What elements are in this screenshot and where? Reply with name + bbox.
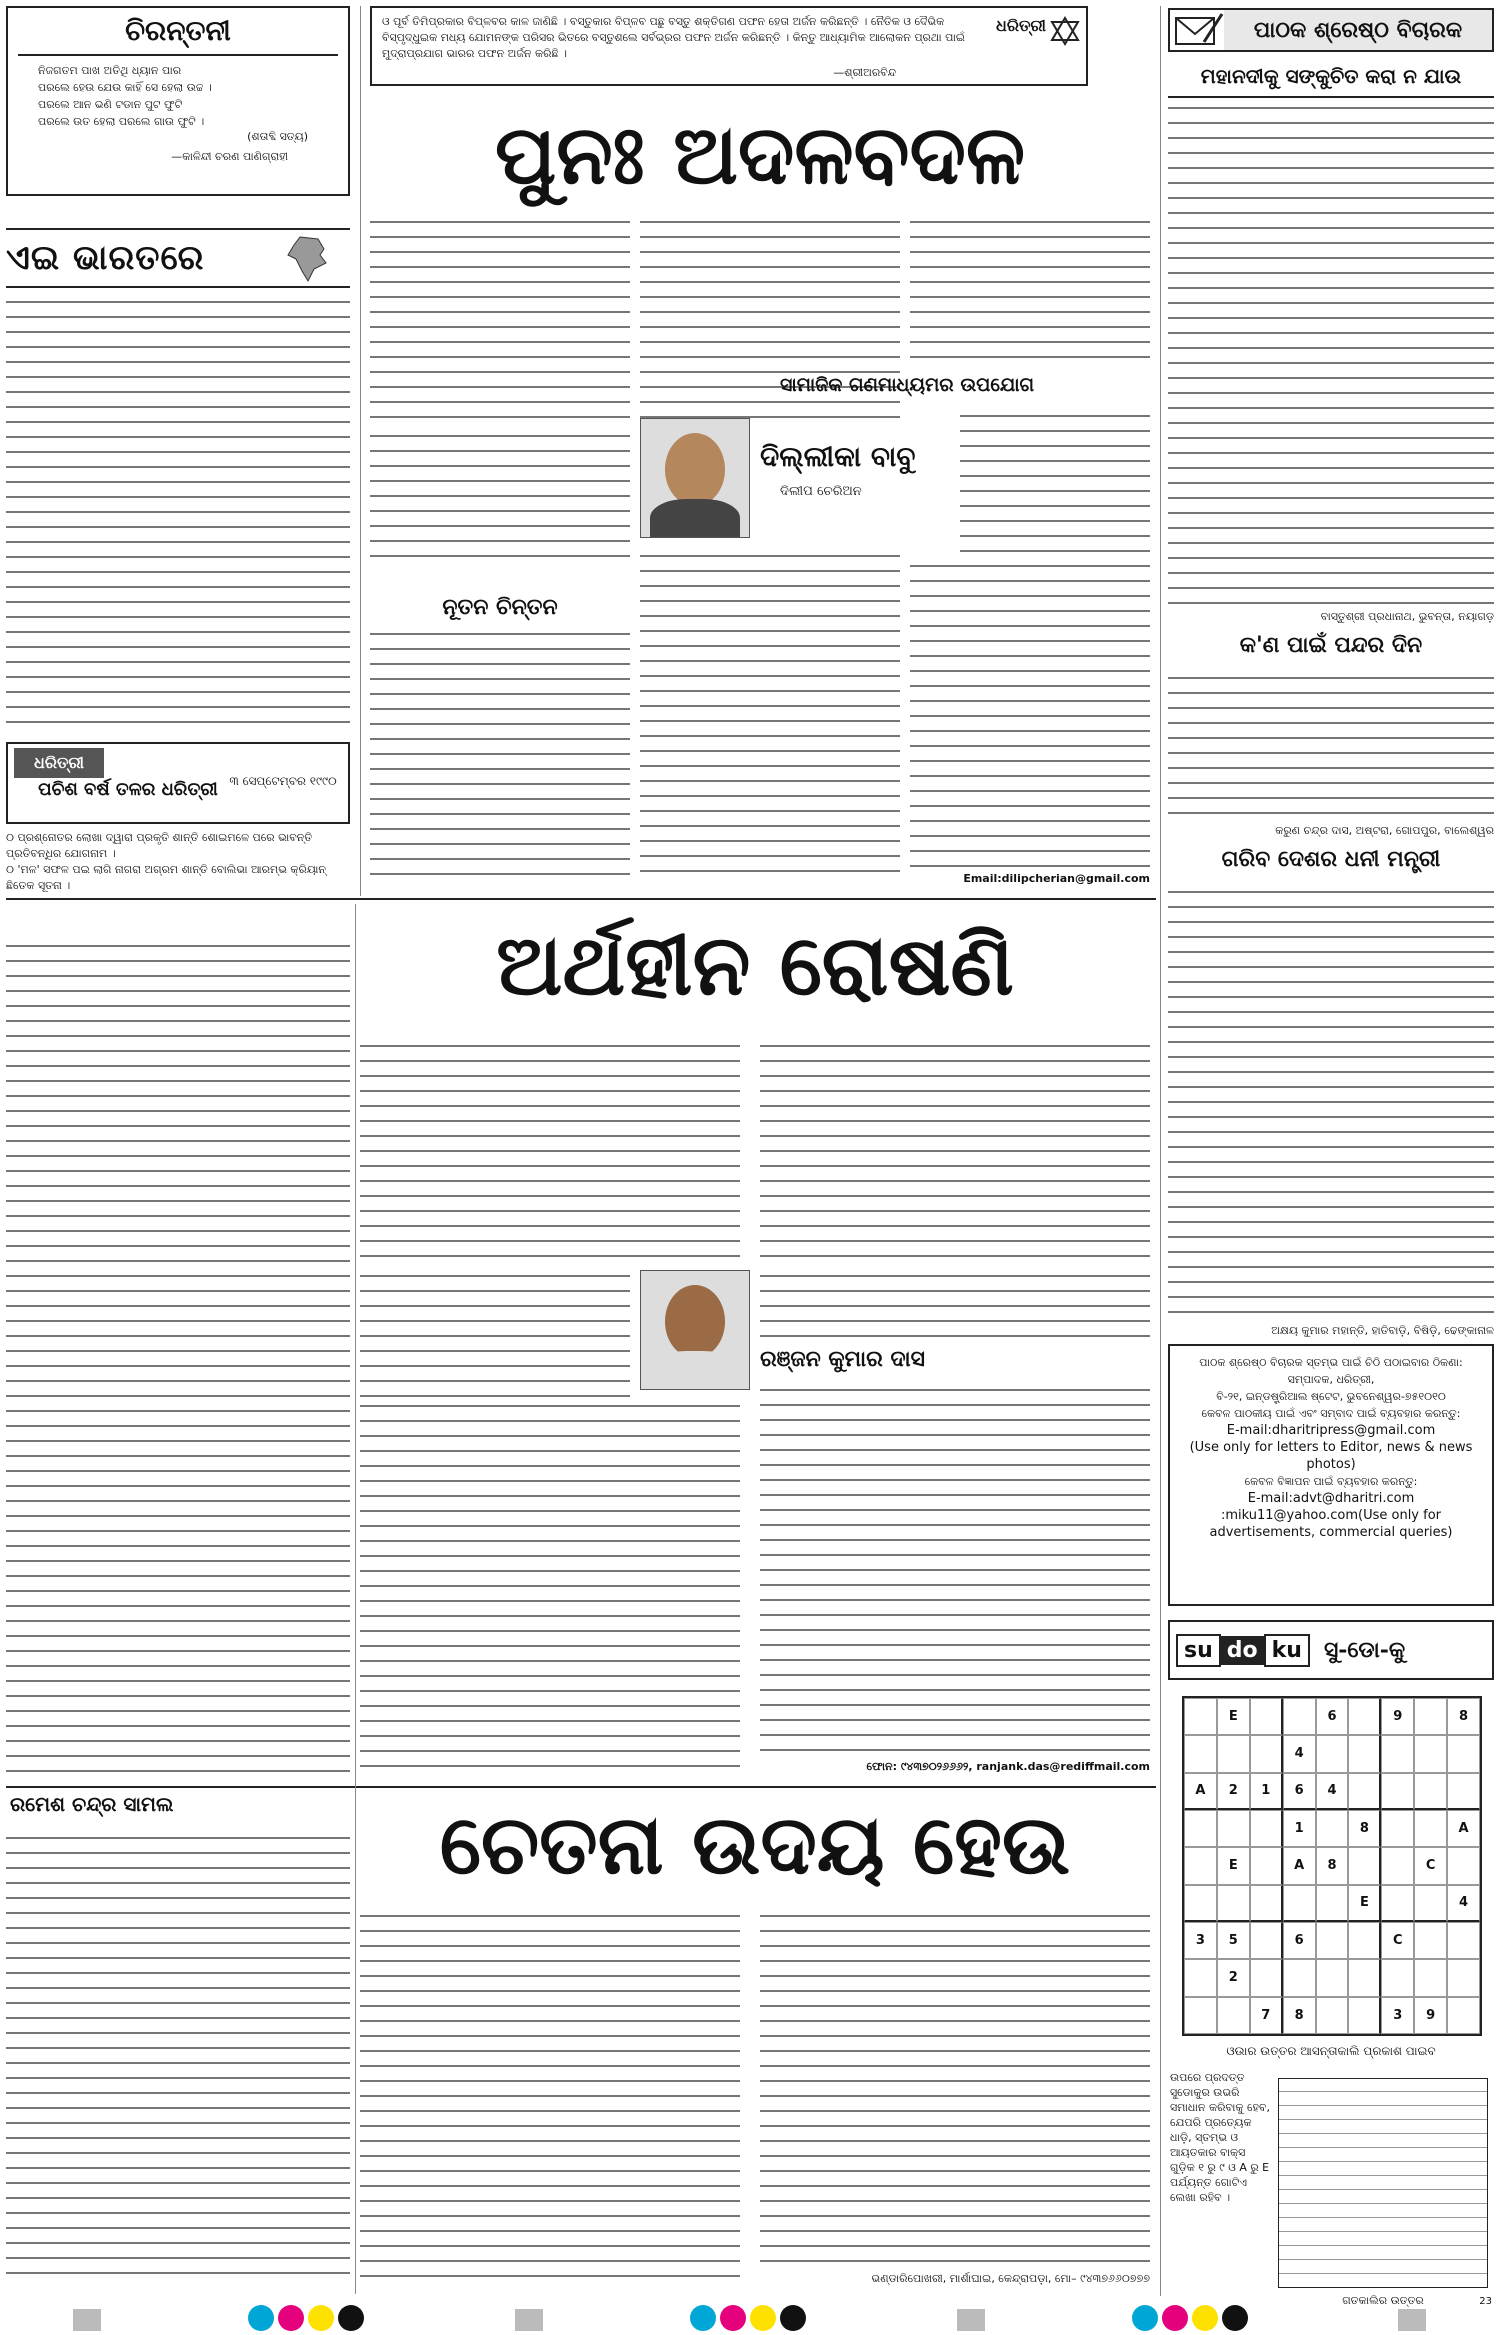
india-map-icon xyxy=(280,233,340,283)
registration-dot xyxy=(308,2305,334,2331)
social-col-a xyxy=(960,410,1150,554)
left-column-title: ଏଇ ଭାରତରେ xyxy=(6,238,205,278)
sudoku-cell xyxy=(1381,1735,1414,1772)
registration-dot xyxy=(1192,2305,1218,2331)
sudoku-cell: 6 xyxy=(1283,1773,1316,1810)
sudoku-cell: 3 xyxy=(1381,1997,1414,2034)
divider xyxy=(6,1786,1156,1788)
registration-dots xyxy=(1132,2305,1252,2335)
registration-dot xyxy=(1222,2305,1248,2331)
sudoku-cell: A xyxy=(1283,1847,1316,1884)
contact-line: କେବଳ ପାଠକୀୟ ପାଇଁ ଏବଂ ସମ୍ବାଦ ପାଇଁ ବ୍ୟବହାର କରନ୍ତୁ: xyxy=(1201,1407,1461,1420)
sudoku-cell xyxy=(1316,1810,1349,1847)
sudoku-cell: 8 xyxy=(1348,1810,1381,1847)
feature-col-3b xyxy=(760,1270,1150,1340)
sudoku-label-ku: ku xyxy=(1264,1634,1310,1667)
sudoku-cell xyxy=(1217,1885,1250,1922)
sudoku-cell: 9 xyxy=(1381,1698,1414,1735)
feature-author-photo xyxy=(640,1270,750,1390)
feature-col-1 xyxy=(6,940,350,1778)
anniversary-notes xyxy=(6,830,350,894)
social-col-3 xyxy=(910,560,1150,870)
sudoku-cell xyxy=(1414,1922,1447,1959)
anniversary-badge: ଧରିତ୍ରୀ xyxy=(14,748,104,778)
printer-marks xyxy=(0,2308,1500,2332)
left-column-body xyxy=(6,296,350,728)
quote-line: ପରଲେ ଆନ ଭଣି ଟଡାନ ପୁଟ ଫୁଟି xyxy=(38,98,183,111)
sudoku-cell xyxy=(1348,1698,1381,1735)
sudoku-cell: 4 xyxy=(1316,1773,1349,1810)
left-column-header xyxy=(6,228,350,288)
sudoku-cell: 5 xyxy=(1217,1922,1250,1959)
sudoku-cell xyxy=(1184,1847,1217,1884)
contact-line: ବି-୨୧, ଇନ୍‌ଡଷ୍ଟ୍ରିଆଲ ଷ୍ଟେଟ, ଭୁବନେଶ୍ୱର-୭୫୧୦୧୦ xyxy=(1216,1390,1446,1403)
sudoku-cell xyxy=(1316,1997,1349,2034)
feature-col-2b xyxy=(360,1270,630,1400)
letters-col-1 xyxy=(1168,102,1494,608)
page-number: 23 xyxy=(1479,2296,1492,2307)
star-emblem-icon xyxy=(1050,16,1080,46)
letters-signature-3: ଅକ୍ଷୟ କୁମାର ମହାନ୍ତି, ହାତିବାଡ଼ି, ବିଷିଡ଼ି, ଢେଙ୍କାନାଳ xyxy=(1271,1324,1494,1337)
sudoku-cell xyxy=(1217,1997,1250,2034)
sudoku-cell xyxy=(1414,1735,1447,1772)
registration-dot xyxy=(780,2305,806,2331)
sudoku-cell xyxy=(1217,1735,1250,1772)
sudoku-cell xyxy=(1184,1885,1217,1922)
sudoku-cell xyxy=(1348,1773,1381,1810)
sudoku-cell xyxy=(1250,1885,1283,1922)
social-section-title: ସାମାଜିକ ଗଣମାଧ୍ୟମର ଉପଯୋଗ xyxy=(780,374,1035,396)
sudoku-cell xyxy=(1447,1959,1480,1996)
sudoku-cell xyxy=(1250,1698,1283,1735)
sudoku-cell xyxy=(1348,1922,1381,1959)
sudoku-cell xyxy=(1414,1810,1447,1847)
sudoku-cell xyxy=(1414,1773,1447,1810)
letters-col-3 xyxy=(1168,886,1494,1322)
sudoku-cell: A xyxy=(1184,1773,1217,1810)
feature-author: ରଞ୍ଜନ କୁମାର ଦାସ xyxy=(760,1346,925,1372)
ad-label: କେବଳ ବିଜ୍ଞାପନ ପାଇଁ ବ୍ୟବହାର କରନ୍ତୁ: xyxy=(1244,1475,1418,1488)
gray-mark xyxy=(957,2309,985,2331)
sudoku-cell xyxy=(1316,1735,1349,1772)
feature-col-2c xyxy=(360,1400,740,1774)
social-col-1 xyxy=(370,628,630,878)
sudoku-cell: 3 xyxy=(1184,1922,1217,1959)
envelope-pen-icon xyxy=(1174,12,1224,48)
sudoku-cell xyxy=(1250,1810,1283,1847)
sudoku-answer-note: ଉପରେ ପ୍ରଦତ୍ତ ସୁଡୋକୁର ଉଭରି ସମାଧାନ କରିବାକୁ ହେବ, ଯେପରି ପ୍ରତ୍ୟେକ ଧାଡ଼ି, ସ୍ତମ୍ଭ ଓ ଆୟତକାର ବାକ୍ସ ଗୁଡ଼ିକ ୧ ରୁ ୯ ଓ A ରୁ E ପର୍ଯ୍ୟନ୍ତ ଗୋଟିଏ ଲେଖା ରହିବ । xyxy=(1170,2071,1270,2204)
contact-line: ସମ୍ପାଦକ, ଧରିତ୍ରୀ, xyxy=(1287,1373,1375,1386)
anniversary-note: ୦ ପ୍ରଶ୍ନୋତର ଲୋଖା ଦ୍ୱାରା ପ୍ରକୃତି ଶାନ୍ତି ଶୋଇମଳେ ପରେ ଭାବନ୍ତି ପ୍ରତିବନ୍ଧିର ଯୋଗନାମ । xyxy=(6,831,313,860)
quote-line: ନିଜଗତମ ପାଖ ଅତିଥି ଧ୍ୟାନ ପାର xyxy=(38,64,182,77)
sudoku-cell xyxy=(1184,1698,1217,1735)
sudoku-grid xyxy=(1182,1696,1482,2036)
quote-line: ପରଲେ ଉତ ହେଲା ପରଲେ ଗାଉ ଫୁଟି । xyxy=(38,115,205,128)
sudoku-cell xyxy=(1316,1959,1349,1996)
sudoku-cell xyxy=(1283,1885,1316,1922)
column-rule xyxy=(355,904,356,2294)
feature-headline: ଅର୍ଥହୀନ ରୋଷଣି xyxy=(496,915,1014,1014)
divider xyxy=(6,898,1156,900)
letters-signature-2: କରୁଣ ଚନ୍ଦ୍ର ଦାସ, ଅଷ୍ଟରା, ଗୋପପୁର, ବାଲେଶ୍ୱର xyxy=(1275,824,1494,837)
sudoku-label-do: do xyxy=(1221,1636,1264,1665)
top-quote-author: —ଶ୍ରୀଅରବିନ୍ଦ xyxy=(833,66,896,79)
sudoku-cell xyxy=(1184,1735,1217,1772)
editor-email-note: (Use only for letters to Editor, news & news photos) xyxy=(1189,1440,1473,1472)
gray-mark xyxy=(1398,2309,1426,2331)
column-rule xyxy=(360,6,361,896)
paper-name: ଧରିତ୍ରୀ xyxy=(996,16,1046,35)
sudoku-cell: 4 xyxy=(1283,1735,1316,1772)
feature-col-2a xyxy=(360,1040,740,1260)
top-quote-text: ଓ ପୂର୍ବ ତିମିପ୍ରକାର ବିପ୍ଳବର କାଳ ଜାଣିଛି । ବସ୍ତୁକାର ବିପ୍ଳବ ପଛୁ ବସ୍ତୁ ଶକ୍ତିଗଣ ପଫନ ହେତା ଅର୍ଜନ କରିଛନ୍ତି । ନୈତିକ ଓ ଦୈଭିକ ବିସ୍ପୃଦ୍ଧୁଇକ ମଧ୍ୟ ଯୋମନଙ୍କ ପରିସର ଭିତରେ ବସ୍ତୁଶଲେ ସର୍ବଭ୍ରର ପଫନ ଅର୍ଜନ କରିଛନ୍ତି । କିନ୍ତୁ ଆଧ୍ୟାମିକ ଆଲୋକନ ପ୍ରଥା ପାଇଁ ମୁଦ୍ରାପ୍ରଯାଗ ଭାରର ପଫନ ଅର୍ଜନ କରିଛି । xyxy=(382,15,966,60)
social-col-2 xyxy=(640,550,900,878)
sudoku-cell xyxy=(1381,1847,1414,1884)
editorial-col-3 xyxy=(910,216,1150,366)
sudoku-cell: E xyxy=(1348,1885,1381,1922)
letters-headline-2: କ'ଣ ପାଇଁ ପନ୍ଦର ଦିନ xyxy=(1239,632,1423,658)
gray-mark xyxy=(73,2309,101,2331)
anniversary-date: ୩ ସେପ୍ଟେମ୍ବର ୧୯୯୦ xyxy=(229,774,337,788)
sudoku-cell xyxy=(1184,1959,1217,1996)
registration-dot xyxy=(720,2305,746,2331)
contact-line: ପାଠକ ଶ୍ରେଷ୍ଠ ବିଚାରକ ସ୍ତମ୍ଭ ପାଇଁ ଚିଠି ପଠାଇବାର ଠିକଣା: xyxy=(1199,1356,1463,1369)
sudoku-cell xyxy=(1447,1997,1480,2034)
sudoku-cell xyxy=(1283,1959,1316,1996)
bottom-col-2 xyxy=(360,1910,740,2286)
reader-header-title: ପାଠକ ଶ୍ରେଷ୍ଠ ବିଚାରକ xyxy=(1224,10,1492,50)
bottom-article-address: ଭଣ୍ଡାରିପୋଖରୀ, ମାର୍ଶାଘାଇ, କେନ୍ଦ୍ରାପଡ଼ା, ମୋ– ୯୪୩୭୬୬୦୭୭୭ xyxy=(871,2272,1150,2285)
sudoku-answer-label: ଗତକାଲିର ଉତ୍ତର xyxy=(1342,2294,1424,2307)
sudoku-cell: A xyxy=(1447,1810,1480,1847)
sudoku-cell: C xyxy=(1414,1847,1447,1884)
bottom-col-3 xyxy=(760,1910,1150,2270)
quote-author: —କାଳିନ୍ଦୀ ଚରଣ ପାଣିଗ୍ରାହୀ xyxy=(171,150,288,163)
sudoku-cell xyxy=(1447,1773,1480,1810)
registration-dot xyxy=(1132,2305,1158,2331)
contact-box xyxy=(1168,1344,1494,1606)
social-subhead: ନୂତନ ଚିନ୍ତନ xyxy=(442,594,558,620)
sudoku-label-odia: ସୁ-ଡୋ-କୁ xyxy=(1323,1637,1406,1663)
sudoku-cell xyxy=(1447,1847,1480,1884)
sudoku-label-su: su xyxy=(1176,1634,1221,1667)
feature-col-3a xyxy=(760,1040,1150,1260)
registration-dot xyxy=(1162,2305,1188,2331)
ad-email-2[interactable]: :miku11@yahoo.com(Use only for xyxy=(1220,1508,1442,1523)
registration-dot xyxy=(690,2305,716,2331)
sudoku-cell xyxy=(1250,1847,1283,1884)
sudoku-cell xyxy=(1283,1698,1316,1735)
quote-source: (ଶତାବ୍ଦି ସତ୍ୟ) xyxy=(247,130,308,143)
author-name: ଦିଲ୍ଲୀକା ବାବୁ xyxy=(760,440,916,473)
sudoku-cell xyxy=(1381,1773,1414,1810)
letters-headline-1: ମହାନଦୀକୁ ସଙ୍କୁଚିତ କରା ନ ଯାଉ xyxy=(1200,64,1462,88)
sudoku-cell xyxy=(1381,1959,1414,1996)
anniversary-note: ୦ 'ମଳ' ସଫଳ ପଇ ଲାଗି ନାଗରା ଅଗ୍ରମ ଶାନ୍ତି ବୋଲିଭା ଆରମ୍ଭ କ୍ରିୟାନ୍ ଛିତେକ ସୂତନା । xyxy=(6,863,327,892)
divider xyxy=(1168,96,1494,98)
feature-col-3c xyxy=(760,1384,1150,1760)
sudoku-cell: 8 xyxy=(1283,1997,1316,2034)
sudoku-cell: E xyxy=(1217,1698,1250,1735)
author-subname: ଦିଲୀପ ଚେରିଅନ xyxy=(780,484,862,499)
top-quote-box xyxy=(370,6,1088,86)
sudoku-footer: ଓଉାର ଉତ୍ତର ଆସନ୍ତାକାଲି ପ୍ରକାଶ ପାଇବ xyxy=(1226,2044,1436,2058)
sudoku-cell: 6 xyxy=(1283,1922,1316,1959)
sudoku-cell: 1 xyxy=(1283,1810,1316,1847)
sudoku-cell: 2 xyxy=(1217,1959,1250,1996)
bottom-article-headline: ଚେତନା ଉଦୟ ହେଉ xyxy=(439,1797,1071,1893)
quote-box xyxy=(6,6,350,196)
quote-line: ପରଲେ ହେଉ ଯେଉ କାହିଁ ସେ ହେଲା ଉଚ୍ଚ । xyxy=(38,81,212,94)
editor-email[interactable]: E-mail:dharitripress@gmail.com xyxy=(1226,1423,1436,1438)
registration-dot xyxy=(278,2305,304,2331)
registration-dots xyxy=(690,2305,810,2335)
sudoku-cell: E xyxy=(1217,1847,1250,1884)
sudoku-cell: 6 xyxy=(1316,1698,1349,1735)
anniversary-box xyxy=(6,742,350,824)
sudoku-cell: 1 xyxy=(1250,1773,1283,1810)
sudoku-cell xyxy=(1250,1959,1283,1996)
sudoku-cell: C xyxy=(1381,1922,1414,1959)
social-email: Email:dilipcherian@gmail.com xyxy=(963,872,1150,885)
sudoku-answer-grid xyxy=(1278,2078,1488,2288)
letters-headline-3: ଗରିବ ଦେଶର ଧନୀ ମନ୍ତ୍ରୀ xyxy=(1221,846,1441,872)
sudoku-cell xyxy=(1381,1885,1414,1922)
registration-dot xyxy=(338,2305,364,2331)
sudoku-cell xyxy=(1447,1922,1480,1959)
sudoku-cell: 8 xyxy=(1316,1847,1349,1884)
feature-contact: ଫୋନ: ୯୪୩୭୦୨୬୬୬୨, ranjank.das@rediffmail.com xyxy=(866,1760,1150,1773)
sudoku-cell: 7 xyxy=(1250,1997,1283,2034)
reader-header xyxy=(1168,8,1494,52)
editorial-col-1 xyxy=(370,216,630,422)
sudoku-cell xyxy=(1414,1959,1447,1996)
sudoku-cell xyxy=(1250,1735,1283,1772)
sudoku-cell xyxy=(1414,1698,1447,1735)
bottom-col-1 xyxy=(6,1832,350,2284)
sudoku-cell xyxy=(1348,1959,1381,1996)
sudoku-cell: 9 xyxy=(1414,1997,1447,2034)
sudoku-cell xyxy=(1250,1922,1283,1959)
sudoku-cell xyxy=(1348,1847,1381,1884)
author-photo xyxy=(640,418,750,538)
sudoku-cell xyxy=(1184,1997,1217,2034)
ad-email-note: advertisements, commercial queries) xyxy=(1209,1525,1453,1540)
editorial-headline: ପୁନଃ ଅଦଳବଦଳ xyxy=(494,107,1026,203)
registration-dots xyxy=(248,2305,368,2335)
letters-col-2 xyxy=(1168,672,1494,822)
column-rule xyxy=(1160,6,1161,2296)
sudoku-cell xyxy=(1447,1735,1480,1772)
sudoku-cell: 4 xyxy=(1447,1885,1480,1922)
ad-email[interactable]: E-mail:advt@dharitri.com xyxy=(1247,1491,1415,1506)
registration-dot xyxy=(248,2305,274,2331)
letters-signature-1: ବାସ୍ତୁଶ୍ରୀ ପ୍ରଧାନାଥ, ଭୁବନ୍ତା, ନୟାଗଡ଼ xyxy=(1320,610,1494,623)
sudoku-cell: 8 xyxy=(1447,1698,1480,1735)
gray-mark xyxy=(515,2309,543,2331)
editorial-col-1b xyxy=(370,430,630,570)
sudoku-cell xyxy=(1316,1922,1349,1959)
bottom-article-author: ରମେଶ ଚନ୍ଦ୍ର ସାମଲ xyxy=(10,1792,174,1816)
sudoku-cell xyxy=(1348,1997,1381,2034)
sudoku-header xyxy=(1168,1620,1494,1680)
sudoku-cell xyxy=(1316,1885,1349,1922)
quote-box-title: ଚିରନ୍ତନୀ xyxy=(125,14,231,47)
registration-dot xyxy=(750,2305,776,2331)
sudoku-cell xyxy=(1381,1810,1414,1847)
sudoku-cell xyxy=(1348,1735,1381,1772)
quote-lines xyxy=(8,62,348,130)
sudoku-cell xyxy=(1414,1885,1447,1922)
anniversary-title: ପଚିଶ ବର୍ଷ ତଳର ଧରିତ୍ରୀ xyxy=(38,779,218,800)
sudoku-cell: 2 xyxy=(1217,1773,1250,1810)
sudoku-cell xyxy=(1184,1810,1217,1847)
sudoku-cell xyxy=(1217,1810,1250,1847)
